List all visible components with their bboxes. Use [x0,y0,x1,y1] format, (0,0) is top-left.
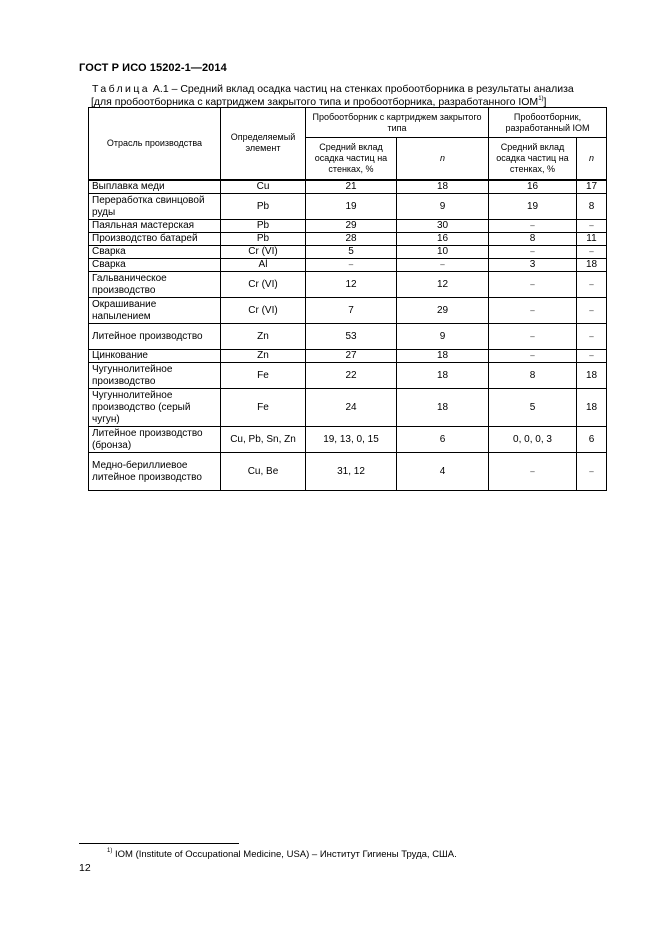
cell-closed-n: 9 [397,194,489,220]
cell-closed-wall-deposit: 12 [306,272,397,298]
footnote-text: IOM (Institute of Occupational Medicine, USA) – Институт Гигиены Труда, США. [112,849,457,860]
cell-closed-wall-deposit: 21 [306,180,397,194]
cell-element: Cu [221,180,306,194]
cell-industry: Литейное производство (бронза) [89,427,221,453]
cell-closed-n: 30 [397,220,489,233]
cell-industry: Литейное производство [89,324,221,350]
table-row [89,324,607,350]
table-row [89,220,607,233]
cell-industry: Выплавка меди [89,180,221,194]
cell-iom-n: 8 [577,194,607,220]
cell-element: Cr (VI) [221,246,306,259]
table-row [89,389,607,427]
cell-industry: Переработка свинцовой руды [89,194,221,220]
cell-element: Fe [221,389,306,427]
cell-iom-n: 18 [577,259,607,272]
cell-closed-n: 18 [397,363,489,389]
cell-iom-wall-deposit: 19 [489,194,577,220]
header-iom-sampler: Пробоотборник, разработанный IOM [489,108,607,138]
cell-element: Pb [221,220,306,233]
cell-closed-n: 4 [397,453,489,491]
cell-element: Pb [221,233,306,246]
cell-iom-n: – [577,272,607,298]
table-row [89,272,607,298]
cell-iom-n: – [577,246,607,259]
cell-element: Cu, Pb, Sn, Zn [221,427,306,453]
cell-element: Cr (VI) [221,298,306,324]
cell-industry: Чугуннолитейное производство (серый чугун) [89,389,221,427]
cell-closed-n: – [397,259,489,272]
caption-line-1 [92,83,622,96]
cell-iom-wall-deposit: – [489,272,577,298]
cell-closed-wall-deposit: 22 [306,363,397,389]
cell-iom-wall-deposit: 8 [489,363,577,389]
cell-closed-n: 10 [397,246,489,259]
cell-closed-wall-deposit: 19 [306,194,397,220]
caption-title: А.1 – Средний вклад осадка частиц на стенках пробоотборника в результаты анализа [152,83,574,95]
cell-iom-n: 6 [577,427,607,453]
header-closed-sampler: Пробоотборник с картриджем закрытого типа [306,108,489,138]
cell-closed-wall-deposit: 28 [306,233,397,246]
cell-iom-wall-deposit: – [489,246,577,259]
cell-iom-wall-deposit: – [489,298,577,324]
footnote-divider [79,843,239,844]
cell-closed-wall-deposit: 7 [306,298,397,324]
cell-iom-n: – [577,220,607,233]
cell-iom-wall-deposit: – [489,453,577,491]
cell-closed-wall-deposit: 19, 13, 0, 15 [306,427,397,453]
cell-element: Pb [221,194,306,220]
table-row [89,453,607,491]
cell-industry: Производство батарей [89,233,221,246]
table-row [89,180,607,194]
cell-closed-n: 18 [397,180,489,194]
footnote-marker: 1) [107,848,113,854]
cell-industry: Сварка [89,259,221,272]
cell-element: Fe [221,363,306,389]
header-closed-n: n [397,138,489,180]
header-iom-n: n [577,138,607,180]
cell-industry: Медно-бериллиевое литейное производство [89,453,221,491]
cell-iom-n: 11 [577,233,607,246]
cell-iom-n: – [577,453,607,491]
cell-iom-n: 18 [577,363,607,389]
cell-industry: Паяльная мастерская [89,220,221,233]
cell-iom-wall-deposit: – [489,324,577,350]
table-row [89,427,607,453]
cell-element: Zn [221,324,306,350]
cell-closed-wall-deposit: – [306,259,397,272]
header-iom-wall-deposit: Средний вклад осадка частиц на стенках, % [489,138,577,180]
data-table [88,107,607,491]
cell-iom-n: – [577,350,607,363]
cell-iom-wall-deposit: 0, 0, 0, 3 [489,427,577,453]
cell-element: Cu, Be [221,453,306,491]
cell-closed-n: 6 [397,427,489,453]
cell-closed-wall-deposit: 24 [306,389,397,427]
table-row [89,259,607,272]
cell-closed-n: 16 [397,233,489,246]
header-element: Определяемый элемент [221,108,306,180]
cell-iom-wall-deposit: 5 [489,389,577,427]
table-body [89,180,607,491]
table-caption [92,83,622,109]
cell-closed-wall-deposit: 31, 12 [306,453,397,491]
cell-iom-n: – [577,298,607,324]
caption-label: Таблица [92,83,150,95]
cell-closed-wall-deposit: 27 [306,350,397,363]
cell-industry: Чугуннолитейное производство [89,363,221,389]
cell-closed-n: 12 [397,272,489,298]
table-row [89,298,607,324]
header-industry: Отрасль производства [89,108,221,180]
table-row [89,233,607,246]
cell-closed-wall-deposit: 53 [306,324,397,350]
cell-closed-n: 29 [397,298,489,324]
footnote-ref: 1) [538,96,544,102]
cell-iom-wall-deposit: 16 [489,180,577,194]
header-closed-wall-deposit: Средний вклад осадка частиц на стенках, % [306,138,397,180]
cell-industry: Гальваническое производство [89,272,221,298]
cell-industry: Сварка [89,246,221,259]
cell-iom-wall-deposit: 3 [489,259,577,272]
table-row [89,246,607,259]
page-number: 12 [79,862,91,874]
document-header: ГОСТ Р ИСО 15202-1—2014 [79,62,227,74]
cell-iom-n: 17 [577,180,607,194]
table-row [89,194,607,220]
cell-closed-n: 9 [397,324,489,350]
table-row [89,363,607,389]
cell-iom-wall-deposit: – [489,350,577,363]
cell-closed-n: 18 [397,350,489,363]
cell-iom-n: 18 [577,389,607,427]
cell-industry: Окрашивание напылением [89,298,221,324]
caption-bracket: ] [543,96,547,108]
cell-iom-wall-deposit: 8 [489,233,577,246]
cell-iom-wall-deposit: – [489,220,577,233]
table-row [89,350,607,363]
cell-iom-n: – [577,324,607,350]
cell-industry: Цинкование [89,350,221,363]
caption-subtitle: [для пробоотборника с картриджем закрытого типа и пробоотборника, разработанного IOM [91,96,539,108]
cell-closed-n: 18 [397,389,489,427]
cell-closed-wall-deposit: 5 [306,246,397,259]
cell-element: Cr (VI) [221,272,306,298]
footnote [107,849,457,860]
cell-element: Zn [221,350,306,363]
cell-element: Al [221,259,306,272]
cell-closed-wall-deposit: 29 [306,220,397,233]
